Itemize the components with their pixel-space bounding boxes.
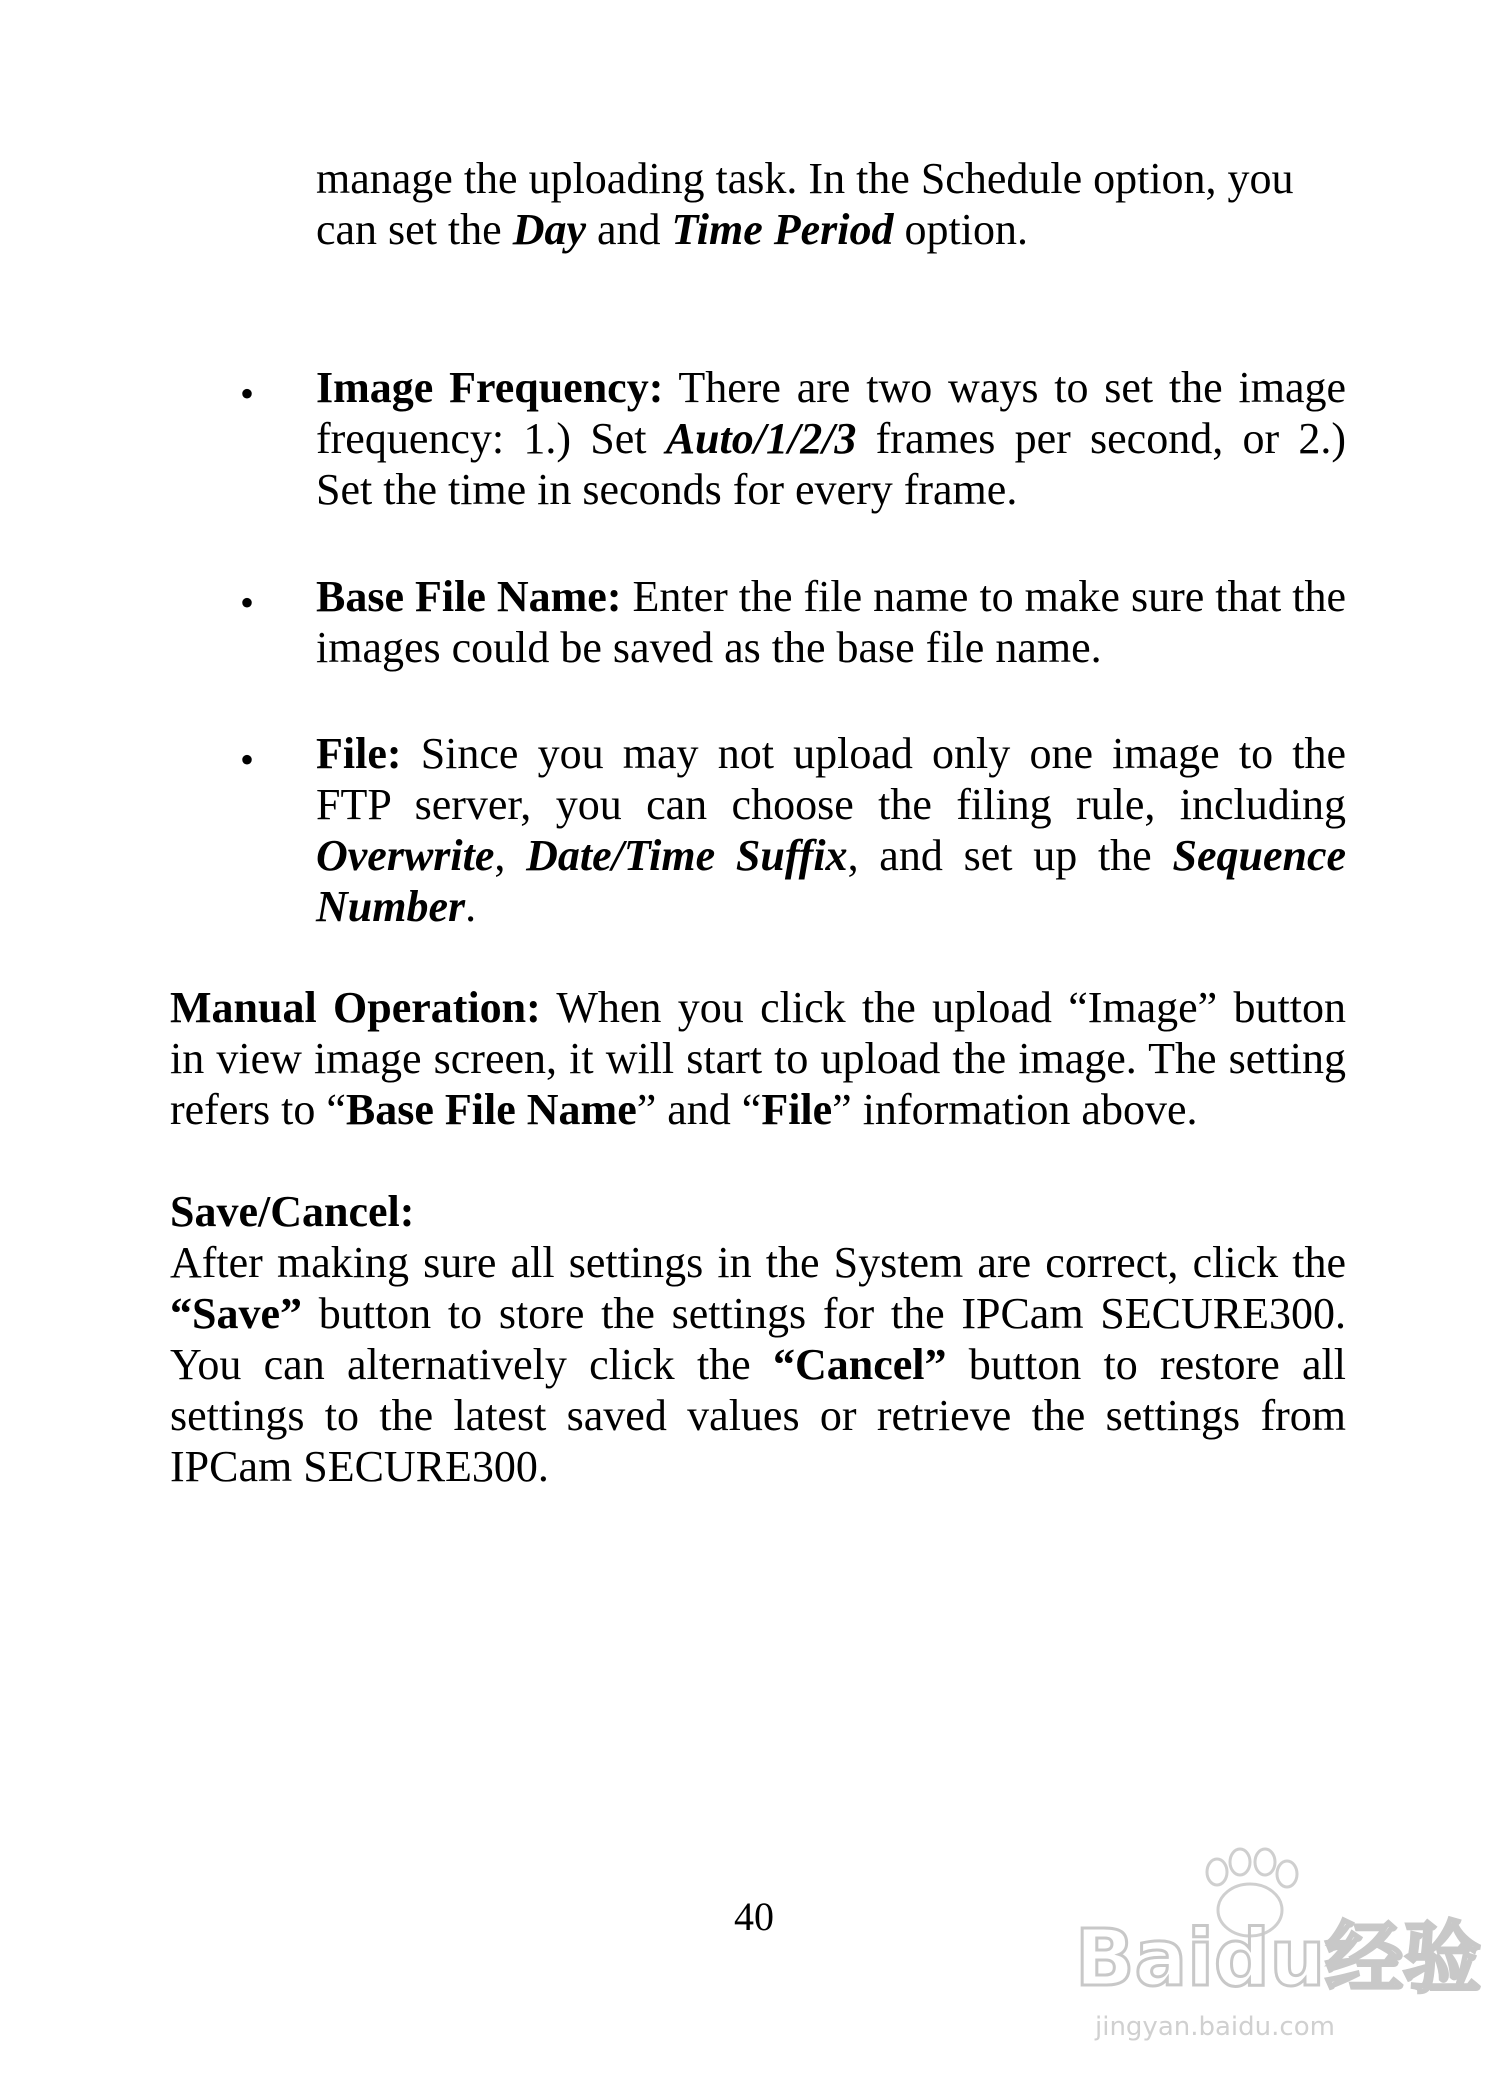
- bullet-icon: •: [240, 737, 255, 782]
- cancel-ref: “Cancel”: [772, 1340, 947, 1389]
- image-frequency-item: Image Frequency: There are two ways to set the image frequency: 1.) Set Auto/1/2/3 frames per second, or 2.) Set the time in seconds for every frame.: [316, 363, 1347, 514]
- time-period-option: Time Period: [671, 205, 894, 254]
- file-ref: File: [761, 1085, 833, 1134]
- manual-operation-paragraph: Manual Operation: When you click the upload “Image” button in view image screen, it will start to upload the image. The setting refers to “Base File Name” and “File” information above.: [170, 983, 1346, 1134]
- image-frequency-label: Image Frequency:: [316, 363, 664, 412]
- watermark-logo-text: Baidu经验: [1075, 1914, 1482, 2004]
- schedule-line-2: can set the Day and Time Period option.: [316, 205, 1028, 254]
- day-option: Day: [512, 205, 587, 254]
- manual-operation-label: Manual Operation:: [170, 983, 541, 1032]
- bullet-icon: •: [240, 371, 255, 416]
- base-file-name-item: Base File Name: Enter the file name to make sure that the images could be saved as the base file name.: [316, 572, 1347, 672]
- save-ref: “Save”: [170, 1289, 302, 1338]
- auto-frames-option: Auto/1/2/3: [665, 414, 857, 463]
- baidu-watermark-logo: [1075, 1850, 1482, 2050]
- page-number: 40: [734, 1894, 774, 1939]
- save-cancel-paragraph: After making sure all settings in the System are correct, click the “Save” button to store the settings for the IPCam SECURE300. You can alternatively click the “Cancel” button to restore all settings to the latest saved values or retrieve the settings from IPCam SECURE300.: [170, 1238, 1346, 1491]
- schedule-paragraph: [316, 153, 1346, 255]
- file-item: File: Since you may not upload only one image to the FTP server, you can choose the filing rule, including Overwrite, Date/Time Suffix, and set up the Sequence Number.: [316, 729, 1346, 931]
- overwrite-option: Overwrite: [316, 831, 495, 880]
- base-file-name-ref: Base File Name: [345, 1085, 637, 1134]
- base-file-name-label: Base File Name:: [316, 572, 622, 621]
- save-cancel-section: [170, 1186, 1346, 1492]
- schedule-line-1: manage the uploading task. In the Schedule option, you: [316, 154, 1294, 203]
- file-label: File:: [316, 729, 402, 778]
- date-time-suffix-option: Date/Time Suffix: [526, 831, 848, 880]
- save-cancel-heading: Save/Cancel:: [170, 1187, 415, 1236]
- bullet-icon: •: [240, 580, 255, 625]
- sequence-number-option: Sequence Number: [316, 831, 1346, 931]
- watermark-url: jingyan.baidu.com: [1095, 2012, 1335, 2042]
